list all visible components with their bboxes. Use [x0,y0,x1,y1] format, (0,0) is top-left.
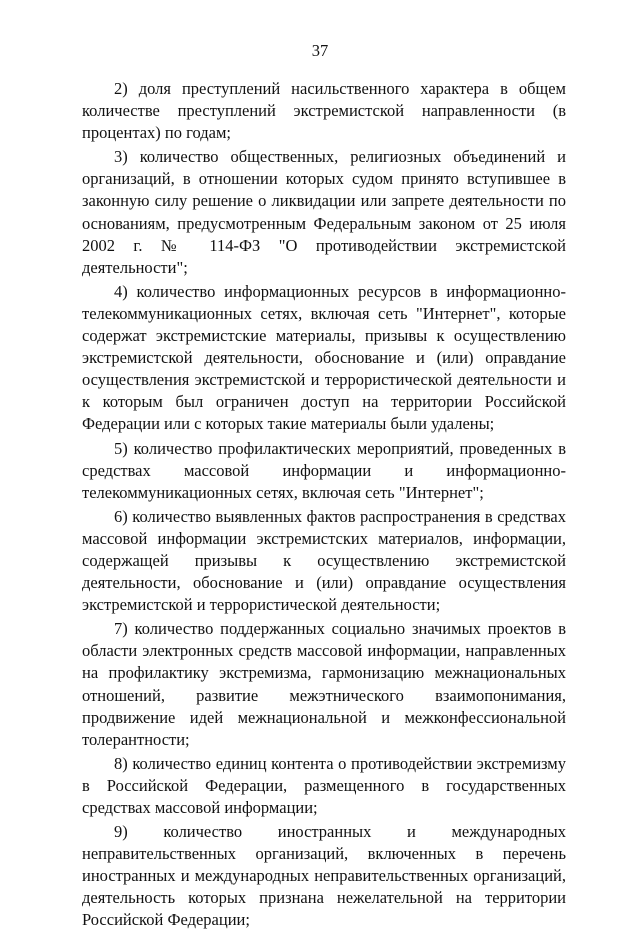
list-item-3: 3) количество общественных, религиозных объединений и организаций, в отношении которых судом принято вступившее в законную силу решение о ликвидации или запрете деятельности по основаниям, предусмотренным Федеральным законом от 25 июля 2002 г. № 114-ФЗ "О противодействии экстремистской деятельности"; [82,147,566,277]
list-item-8: 8) количество единиц контента о противодействии экстремизму в Российской Федерации, размещенного в государственных средствах массовой информации; [82,753,566,817]
list-item-2: 2) доля преступлений насильственного характера в общем количестве преступлений экстремистской направленности (в процентах) по годам; [82,79,566,143]
list-item-7: 7) количество поддержанных социально значимых проектов в области электронных средств массовой информации, направленных на профилактику экстремизма, гармонизацию межнациональных отношений, развитие межэтнического взаимопонимания, продвижение идей межнациональной и межконфессиональной толерантности; [82,619,566,749]
list-item-4: 4) количество информационных ресурсов в информационно-телекоммуникационных сетях, включая сеть "Интернет", которые содержат экстремистские материалы, призывы к осуществлению экстремистской деятельности, обоснование и (или) оправдание осуществления экстремистской и террористической деятельности и к которым был ограничен доступ на территории Российской Федерации или с которых такие материалы были удалены; [82,281,566,434]
list-item-9: 9) количество иностранных и международных неправительственных организаций, включенных в перечень иностранных и международных неправительственных организаций, деятельность которых признана нежелательной на территории Российской Федерации; [82,822,566,930]
page-number: 37 [311,41,329,60]
document-body [82,78,566,934]
list-item-6: 6) количество выявленных фактов распространения в средствах массовой информации экстремистских материалов, информации, содержащей призывы к осуществлению экстремистской деятельности, обоснование и (или) оправдание осуществления экстремистской и террористической деятельности; [82,506,566,615]
list-item-5: 5) количество профилактических мероприятий, проведенных в средствах массовой информации и информационно-телекоммуникационных сетях, включая сеть "Интернет"; [82,438,566,502]
